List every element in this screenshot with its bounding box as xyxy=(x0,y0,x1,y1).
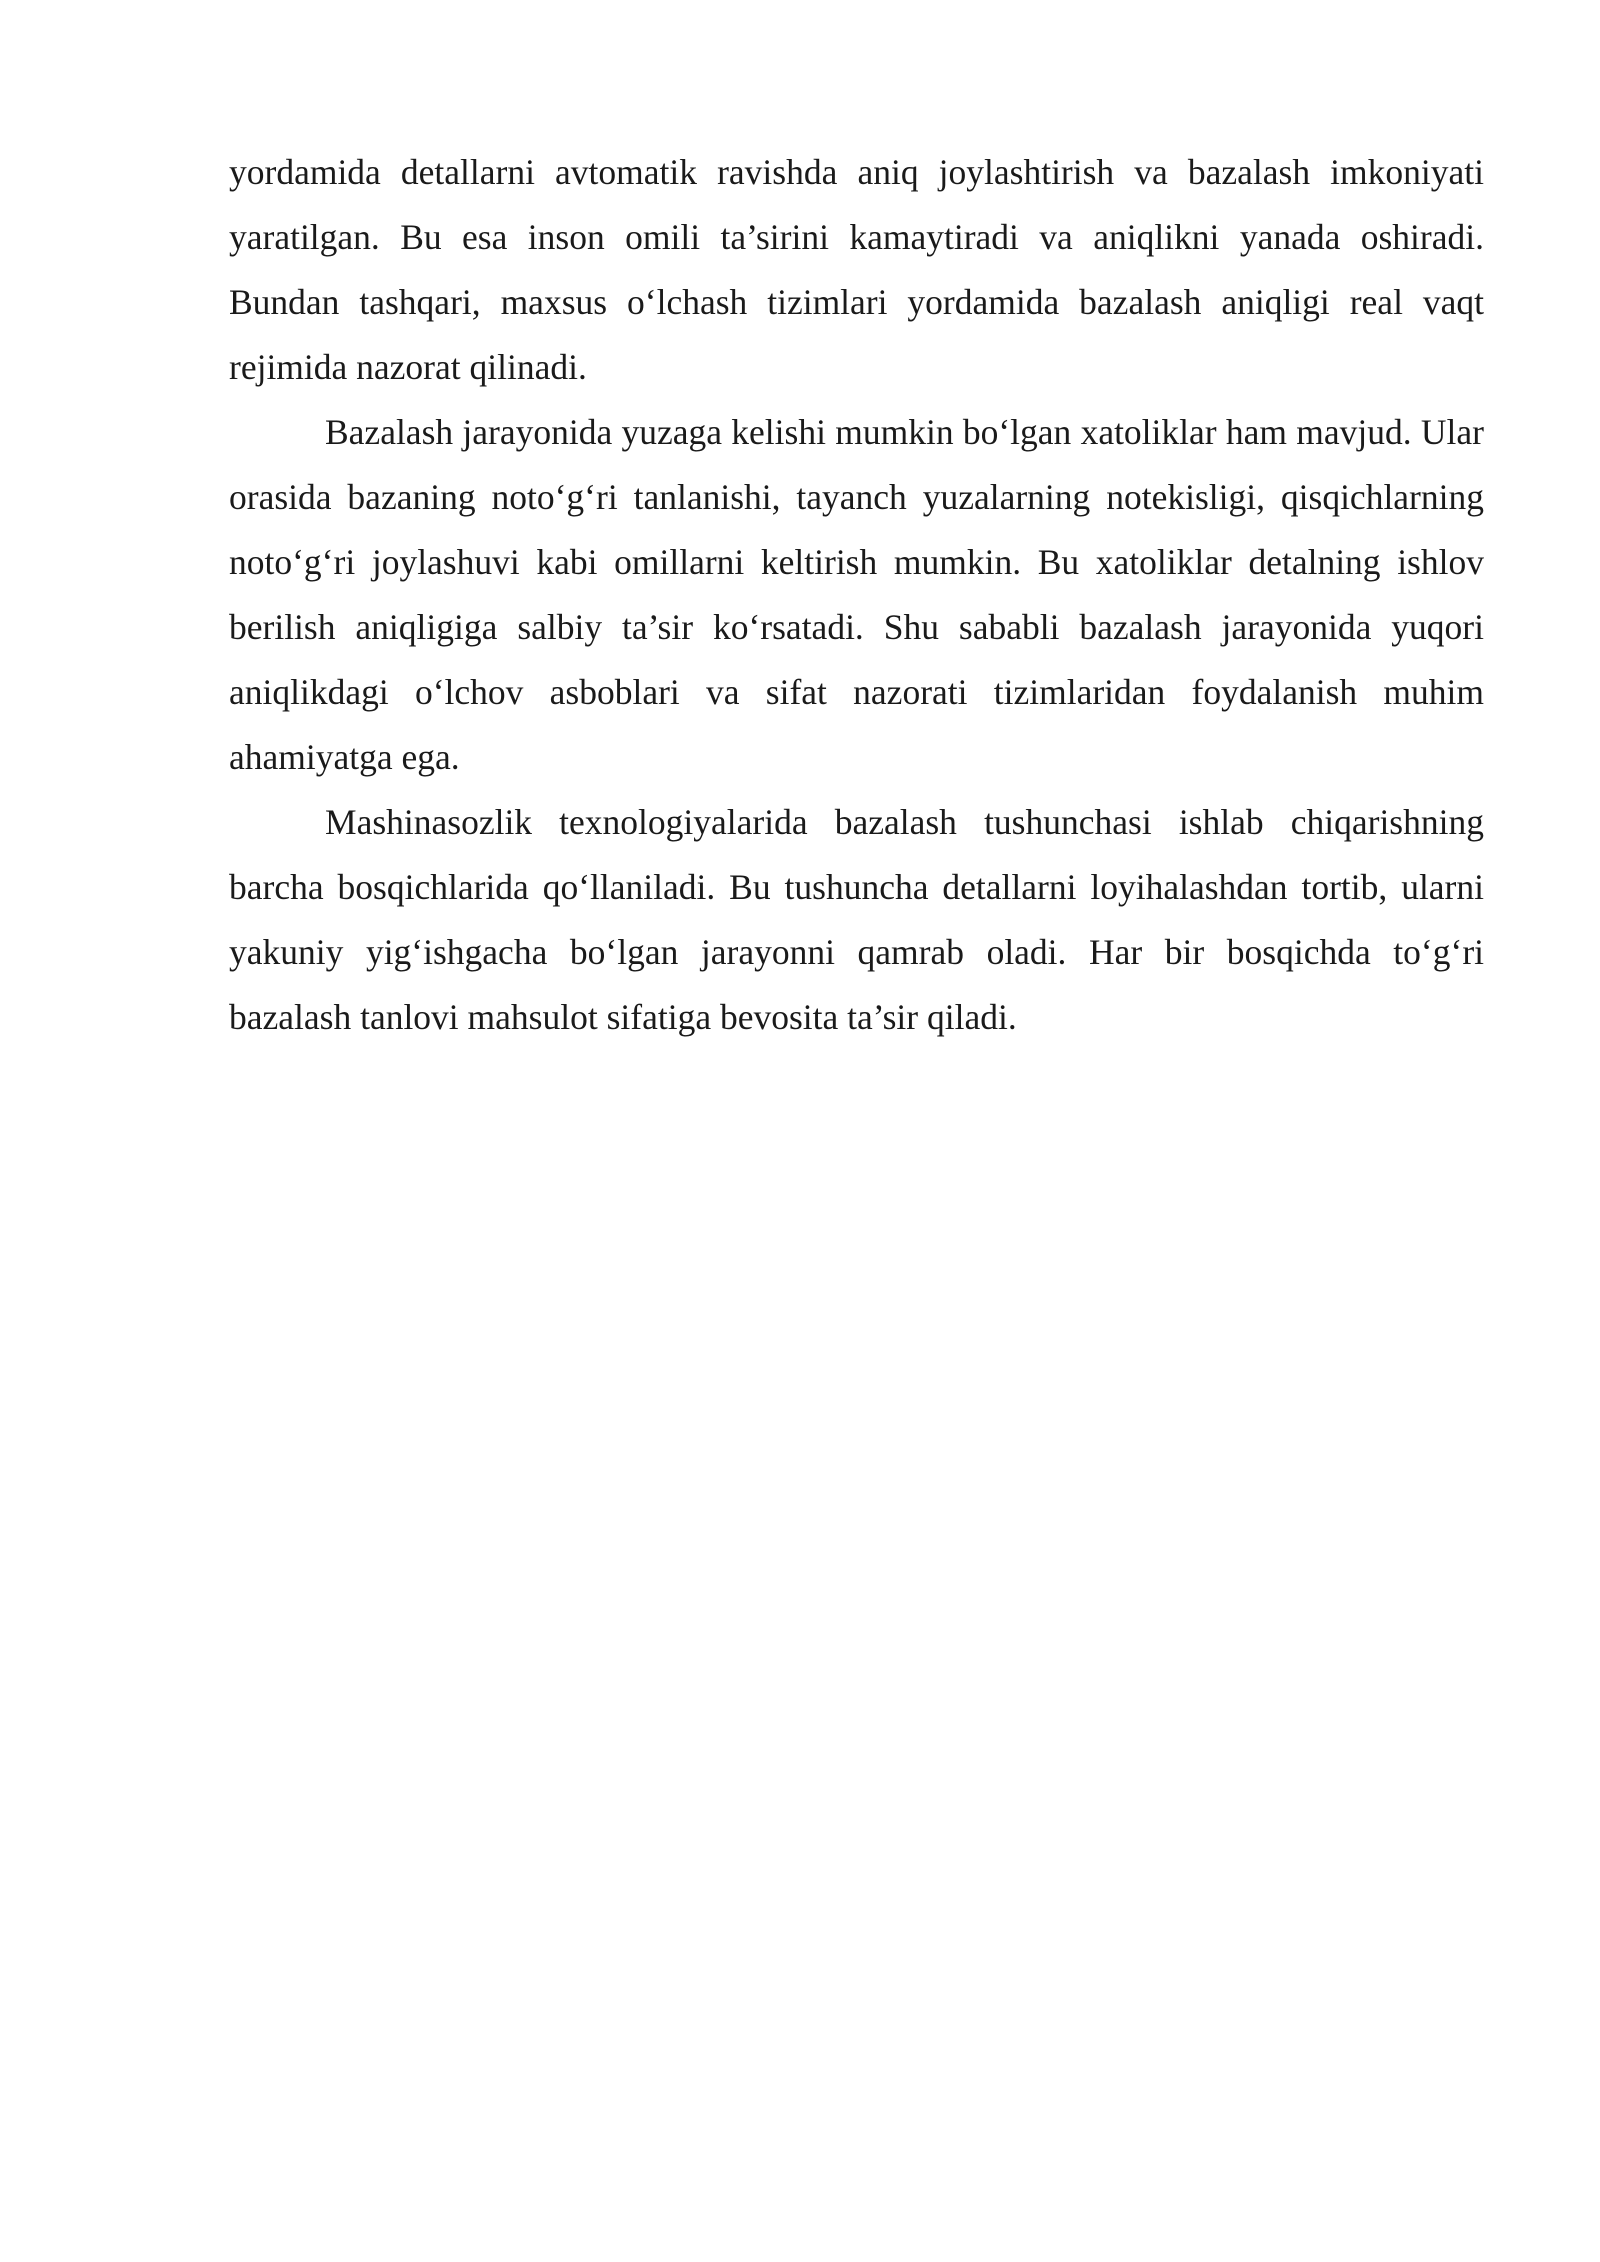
paragraph-1: yordamida detallarni avtomatik ravishda aniq joylashtirish va bazalash imkoniyati yaratilgan. Bu esa inson omili ta’sirini kamaytiradi va aniqlikni yanada oshiradi. Bundan tashqari, maxsus o‘lchash tizimlari yordamida bazalash aniqligi real vaqt rejimida nazorat qilinadi. xyxy=(229,152,1484,387)
document-body xyxy=(229,140,1484,1050)
paragraph-2: Bazalash jarayonida yuzaga kelishi mumkin bo‘lgan xatoliklar ham mavjud. Ular orasida bazaning noto‘g‘ri tanlanishi, tayanch yuzalarning notekisligi, qisqichlarning noto‘g‘ri joylashuvi kabi omillarni keltirish mumkin. Bu xatoliklar detalning ishlov berilish aniqligiga salbiy ta’sir ko‘rsatadi. Shu sababli bazalash jarayonida yuqori aniqlikdagi o‘lchov asboblari va sifat nazorati tizimlaridan foydalanish muhim ahamiyatga ega. xyxy=(229,412,1484,777)
paragraph-3: Mashinasozlik texnologiyalarida bazalash tushunchasi ishlab chiqarishning barcha bosqichlarida qo‘llaniladi. Bu tushuncha detallarni loyihalashdan tortib, ularni yakuniy yig‘ishgacha bo‘lgan jarayonni qamrab oladi. Har bir bosqichda to‘g‘ri bazalash tanlovi mahsulot sifatiga bevosita ta’sir qiladi. xyxy=(229,802,1484,1037)
